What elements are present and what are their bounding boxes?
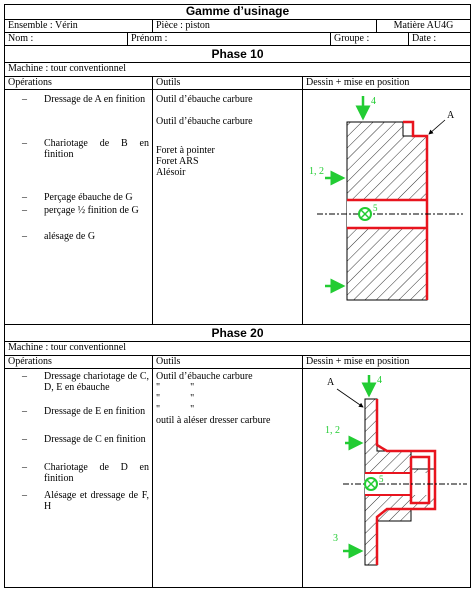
phase10-tool-5 bbox=[156, 138, 299, 145]
phase20-op-4: – Chariotage de D en finition bbox=[8, 462, 149, 490]
phase10-tool-3: Outil d’ébauche carbure bbox=[156, 116, 253, 127]
phase10-op-3: – Perçage ébauche de G bbox=[8, 192, 149, 205]
phase10-title: Phase 10 bbox=[5, 46, 471, 63]
phase20-label-a: A bbox=[327, 377, 335, 388]
phase20-op-3: – Dressage de C en finition bbox=[8, 434, 149, 462]
date-field: Date : bbox=[409, 33, 471, 46]
phase10-drawing-cell bbox=[303, 90, 471, 325]
phase10-machine: Machine : tour conventionnel bbox=[5, 63, 471, 77]
sheet-title: Gamme d’usinage bbox=[5, 5, 471, 20]
piece-field: Pièce : piston bbox=[153, 20, 377, 33]
sheet-table bbox=[4, 4, 471, 588]
phase10-op-2: – Chariotage de B en finition bbox=[8, 138, 149, 192]
phase10-op-4: – perçage ½ finition de G bbox=[8, 205, 149, 231]
phase20-label-12: 1, 2 bbox=[325, 425, 340, 436]
phase20-tool-2: " " bbox=[156, 382, 195, 393]
phase10-col-operations: Opérations bbox=[5, 77, 153, 90]
phase20-op-1: – Dressage chariotage de C, D, E en ébauche bbox=[8, 371, 149, 406]
phase20-op-2: – Dressage de E en finition bbox=[8, 406, 149, 434]
phase10-tool-2 bbox=[156, 105, 299, 116]
matiere-field: Matière AU4G bbox=[377, 20, 471, 33]
phase20-tool-3: " " bbox=[156, 393, 195, 404]
phase20-label-3: 3 bbox=[333, 533, 338, 544]
phase10-tools-cell bbox=[153, 90, 303, 325]
phase20-label-4: 4 bbox=[377, 375, 382, 386]
phase20-tool-5: outil à aléser dresser carbure bbox=[156, 415, 271, 426]
phase20-op-5: – Alésage et dressage de F, H bbox=[8, 490, 149, 512]
phase10-tool-4 bbox=[156, 127, 299, 138]
phase10-label-5: 5 bbox=[373, 203, 378, 213]
phase10-label-a: A bbox=[447, 110, 455, 121]
phase10-drawing bbox=[303, 90, 471, 320]
phase10-tool-7: Foret ARS bbox=[156, 156, 199, 167]
phase20-label-5: 5 bbox=[379, 474, 384, 484]
phase20-col-operations: Opérations bbox=[5, 356, 153, 369]
phase20-leader-a bbox=[337, 389, 363, 407]
phase10-tool-1: Outil d’ébauche carbure bbox=[156, 94, 253, 105]
phase10-tool-6: Foret à pointer bbox=[156, 145, 215, 156]
ensemble-field: Ensemble : Vérin bbox=[5, 20, 153, 33]
phase10-op-5: – alésage de G bbox=[8, 231, 149, 242]
nom-field: Nom : bbox=[5, 33, 128, 46]
phase10-label-4: 4 bbox=[371, 96, 376, 107]
phase20-col-dessin: Dessin + mise en position bbox=[303, 356, 471, 369]
phase10-tool-8: Alésoir bbox=[156, 167, 186, 178]
phase20-drawing-cell bbox=[303, 369, 471, 588]
groupe-field: Groupe : bbox=[331, 33, 409, 46]
phase20-tools-cell bbox=[153, 369, 303, 588]
phase20-tool-4: " " bbox=[156, 404, 195, 415]
phase20-title: Phase 20 bbox=[5, 325, 471, 342]
prenom-field: Prénom : bbox=[128, 33, 331, 46]
phase20-machine: Machine : tour conventionnel bbox=[5, 342, 471, 356]
phase20-col-outils: Outils bbox=[153, 356, 303, 369]
phase10-op-1: – Dressage de A en finition bbox=[8, 94, 149, 138]
phase20-drawing bbox=[303, 369, 471, 583]
phase10-label-12: 1, 2 bbox=[309, 166, 324, 177]
phase10-col-dessin: Dessin + mise en position bbox=[303, 77, 471, 90]
phase20-tool-1: Outil d’ébauche carbure bbox=[156, 371, 253, 382]
phase10-col-outils: Outils bbox=[153, 77, 303, 90]
phase10-operations-cell bbox=[5, 90, 153, 325]
phase20-operations-cell bbox=[5, 369, 153, 588]
phase10-leader-a bbox=[429, 120, 445, 134]
